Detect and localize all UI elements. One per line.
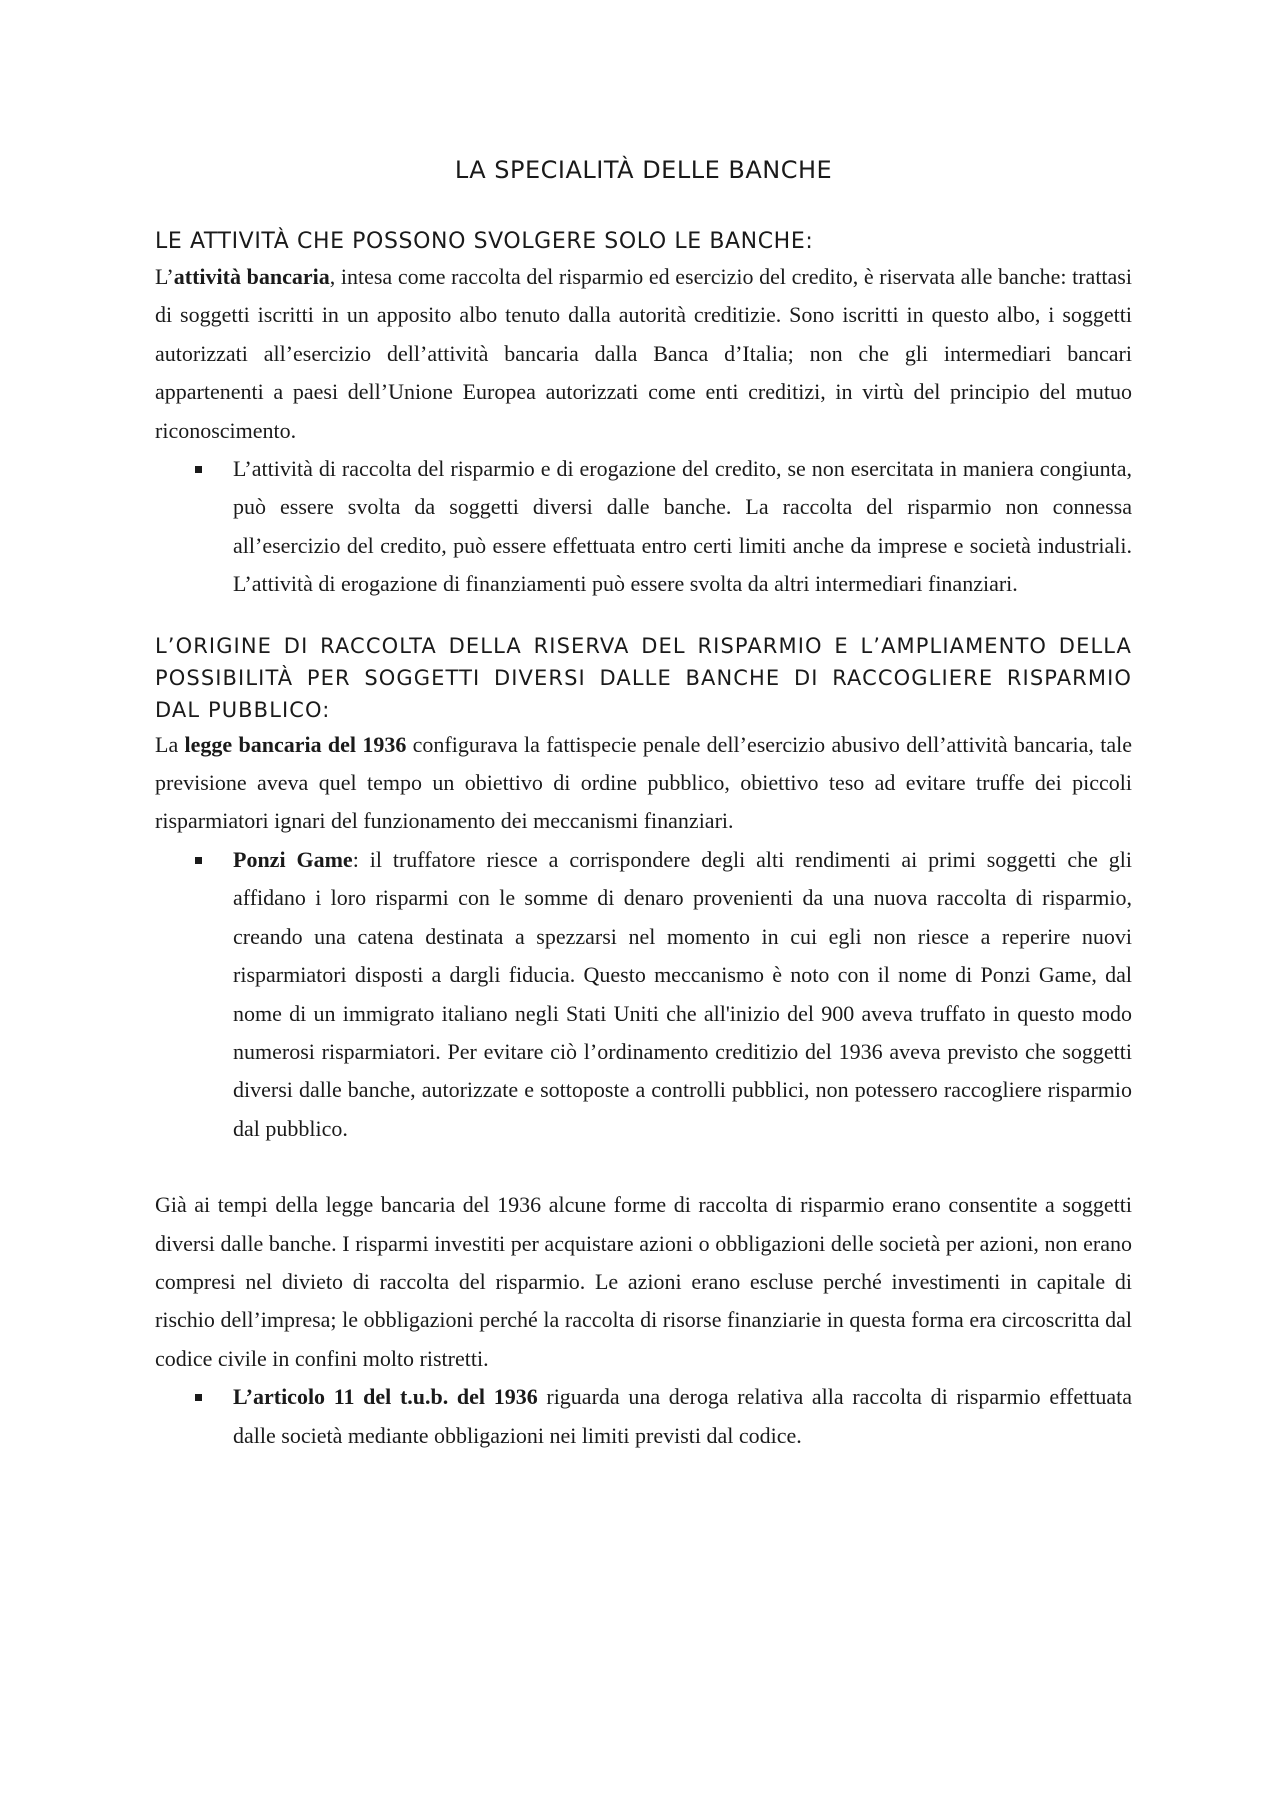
list-item-text: : il truffatore riesce a corrispondere degli alti rendimenti ai primi soggetti che gli affidano i loro risparmi con le somme di denaro provenienti da una nuova raccolta di risparmio, creando una catena destinata a spezzarsi nel momento in cui egli non riesce a reperire nuovi risparmiatori disposti a dargli fiducia. Questo meccanismo è noto con il nome di Ponzi Game, dal nome di un immigrato italiano negli Stati Uniti che all'inizio del 900 aveva truffato in questo modo numerosi risparmiatori. Per evitare ciò l’ordinamento creditizio del 1936 aveva previsto che soggetti diversi dalle banche, autorizzate e sottoposte a controlli pubblici, non potessero raccogliere risparmio dal pubblico. [233,846,1132,1141]
document-page [155,150,1132,1455]
list-item-text: L’attività di raccolta del risparmio e di erogazione del credito, se non esercitata in maniera congiunta, può essere svolta da soggetti diversi dalle banche. La raccolta del risparmio non connessa all’esercizio del credito, può essere effettuata entro certi limiti anche da imprese e società industriali. L’attività di erogazione di finanziamenti può essere svolta da altri intermediari finanziari. [233,456,1132,597]
paragraph-text: configurava la fattispecie penale dell’esercizio abusivo dell’attività bancaria, tale previsione aveva quel tempo un obiettivo di ordine pubblico, obiettivo teso ad evitare truffe dei piccoli risparmiatori ignari del funzionamento dei meccanismi finanziari. [155,731,1132,834]
list-item [233,1378,1132,1455]
square-bullet-icon [195,466,202,473]
paragraph-legge-bancaria [155,726,1132,841]
list-item [233,841,1132,1148]
list-item-text: riguarda una deroga relativa alla raccolta di risparmio effettuata dalle società mediante obbligazioni nei limiti previsti dal codice. [233,1384,1133,1448]
bold-term-attivita-bancaria: attività bancaria [173,264,330,289]
section-heading-attivita: LE ATTIVITÀ CHE POSSONO SVOLGERE SOLO LE BANCHE: [155,229,814,254]
section-heading-origine: L’ORIGINE DI RACCOLTA DELLA RISERVA DEL RISPARMIO E L’AMPLIAMENTO DELLA POSSIBILITÀ PER SOGGETTI DIVERSI DALLE BANCHE DI RACCOGLIERE RISPARMIO DAL PUBBLICO: [155,633,1132,722]
bold-term-ponzi-game: Ponzi Game [233,846,353,872]
paragraph-attivita-bancaria [155,258,1132,450]
bullet-list-articolo [155,1378,1132,1455]
paragraph-text: L’ [155,264,174,289]
paragraph-text: La [155,731,185,757]
bold-term-articolo-11: L’articolo 11 del t.u.b. del 1936 [233,1384,538,1410]
spacer [155,1148,1132,1186]
list-item [233,450,1132,604]
paragraph-text: , intesa come raccolta del risparmio ed esercizio del credito, è riservata alle banche: trattasi di soggetti iscritti in un apposito albo tenuto dalla autorità creditizie. Sono iscritti in questo albo, i soggetti autorizzati all’esercizio dell’attività bancaria dalla Banca d’Italia; non che gli intermediari bancari appartenenti a paesi dell’Unione Europea autorizzati come enti creditizi, in virtù del principio del mutuo riconoscimento. [155,264,1132,443]
bullet-list-ponzi [155,841,1132,1148]
square-bullet-icon [195,857,202,864]
bold-term-legge-bancaria: legge bancaria del 1936 [184,731,407,757]
bullet-list-attivita [155,450,1132,604]
document-title: LA SPECIALITÀ DELLE BANCHE [454,156,833,184]
square-bullet-icon [195,1394,202,1401]
paragraph-forme-raccolta: Già ai tempi della legge bancaria del 1936 alcune forme di raccolta di risparmio erano consentite a soggetti diversi dalle banche. I risparmi investiti per acquistare azioni o obbligazioni delle società per azioni, non erano compresi nel divieto di raccolta del risparmio. Le azioni erano escluse perché investimenti in capitale di rischio dell’impresa; le obbligazioni perché la raccolta di risorse finanziarie in questa forma era circoscritta dal codice civile in confini molto ristretti. [155,1192,1132,1371]
